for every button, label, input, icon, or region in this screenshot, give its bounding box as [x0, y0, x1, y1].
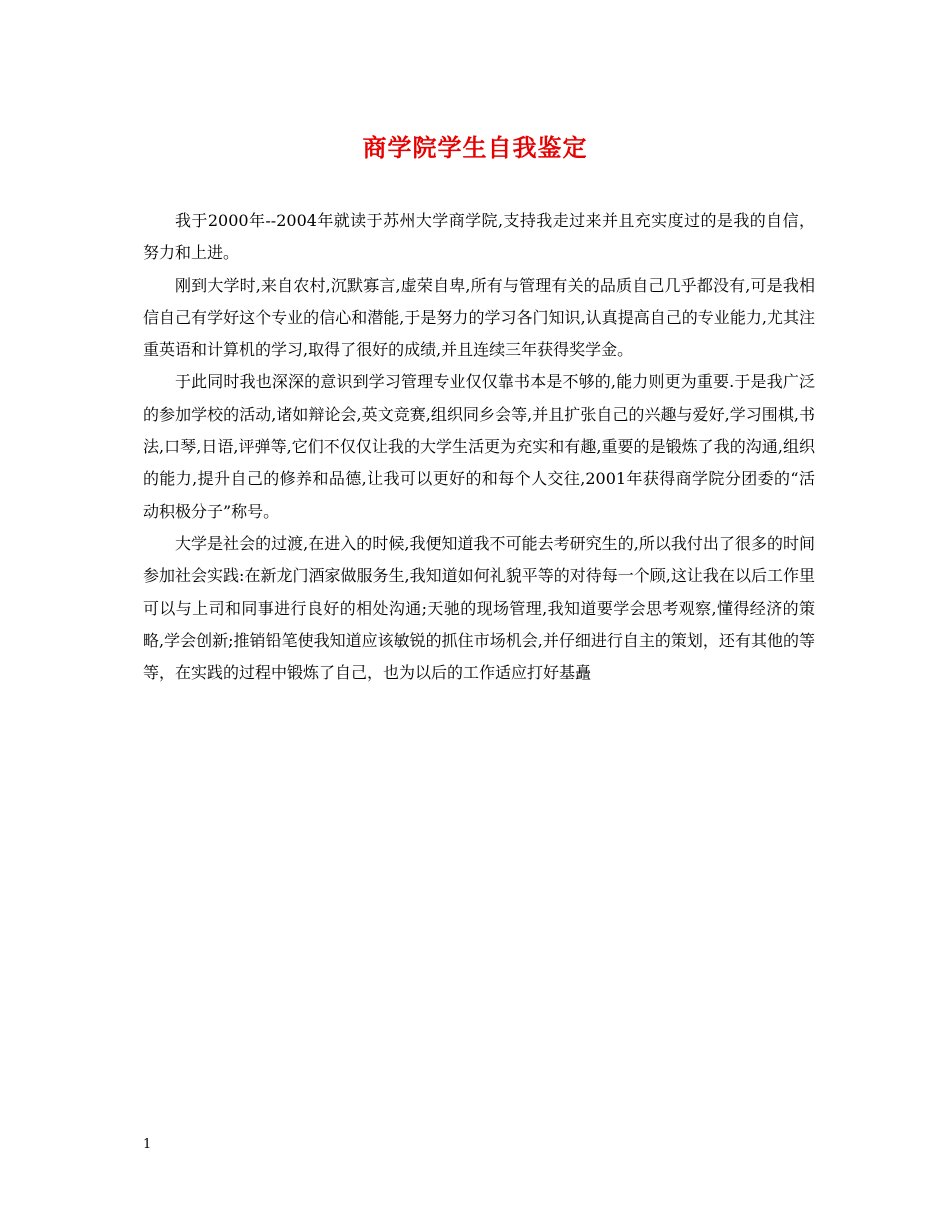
document-title: 商学院学生自我鉴定 [362, 133, 588, 162]
paragraph-4: 大学是社会的过渡,在进入的时候,我便知道我不可能去考研究生的,所以我付出了很多的时间参加社会实践:在新龙门酒家做服务生,我知道如何礼貌平等的对待每一个顾,这让我在以后工作里可以与上司和同事进行良好的相处沟通;天驰的现场管理,我知道要学会思考观察,懂得经济的策略,学会创新;推销铅笔使我知道应该敏锐的抓住市场机会,并仔细进行自主的策划，还有其他的等等，在实践的过程中锻炼了自己，也为以后的工作适应打好基矗 [143, 533, 815, 683]
paragraph-1: 我于2000年--2004年就读于苏州大学商学院,支持我走过来并且充实度过的是我的自信，努力和上进。 [143, 211, 815, 263]
page-number: 1 [143, 1137, 152, 1152]
document-body [143, 205, 815, 689]
paragraph-3: 于此同时我也深深的意识到学习管理专业仅仅靠书本是不够的,能力则更为重要.于是我广泛的参加学校的活动,诸如辩论会,英文竞赛,组织同乡会等,并且扩张自己的兴趣与爱好,学习围棋,书法,口琴,日语,评弹等,它们不仅仅让我的大学生活更为充实和有趣,重要的是锻炼了我的沟通,组织的能力,提升自己的修养和品德,让我可以更好的和每个人交往,2001年获得商学院分团委的“活动积极分子”称号。 [143, 372, 815, 521]
paragraph-2: 刚到大学时,来自农村,沉默寡言,虚荣自卑,所有与管理有关的品质自己几乎都没有,可是我相信自己有学好这个专业的信心和潜能,于是努力的学习各门知识,认真提高自己的专业能力,尤其注重英语和计算机的学习,取得了很好的成绩,并且连续三年获得奖学金。 [143, 275, 815, 360]
